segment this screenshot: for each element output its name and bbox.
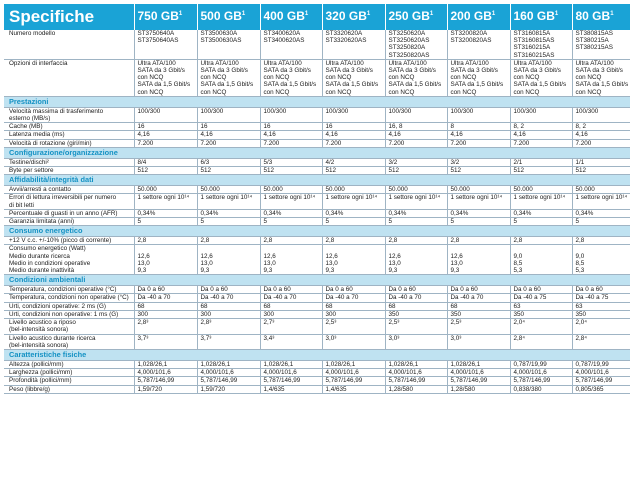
- spec-value: 1,4/635: [322, 385, 385, 393]
- spec-value: 0,787/19,99: [510, 360, 572, 368]
- spec-value: 2,5³: [322, 319, 385, 334]
- spec-value: Da 0 a 60: [510, 286, 572, 294]
- spec-value: 4,16: [447, 131, 510, 139]
- spec-value: 2,8: [260, 237, 322, 245]
- spec-value: 63: [510, 302, 572, 310]
- spec-value: 7.200: [510, 139, 572, 147]
- spec-value: 5,787/146,99: [260, 377, 322, 385]
- spec-value: 68: [322, 302, 385, 310]
- spec-value: 100/300: [447, 107, 510, 122]
- spec-value: 2,8: [197, 237, 260, 245]
- spec-value: 3/2: [447, 158, 510, 166]
- spec-row: [4, 131, 630, 139]
- spec-label: Velocità massima di trasferimento esterno (MB/s): [4, 107, 134, 122]
- spec-value: 0,805/365: [572, 385, 630, 393]
- spec-value: 2,8⁴: [572, 334, 630, 349]
- spec-value: 4,000/101,6: [260, 369, 322, 377]
- spec-value: 2,5³: [447, 319, 510, 334]
- spec-value: 350: [572, 310, 630, 318]
- spec-value: 2,0⁴: [572, 319, 630, 334]
- spec-row: [4, 245, 630, 275]
- spec-value: 50.000: [447, 186, 510, 194]
- spec-label: Avvii/arresti a contatto: [4, 186, 134, 194]
- spec-value: 1,28/580: [447, 385, 510, 393]
- spec-label: Byte per settore: [4, 167, 134, 175]
- spec-value: 5,787/146,99: [510, 377, 572, 385]
- spec-value: 4,000/101,6: [572, 369, 630, 377]
- spec-value: Ultra ATA/100 SATA da 3 Gbit/s con NCQ SATA da 1,5 Gbit/s con NCQ: [510, 59, 572, 96]
- spec-value: 1/1: [572, 158, 630, 166]
- spec-value: 4,16: [134, 131, 197, 139]
- spec-value: 6/3: [197, 158, 260, 166]
- spec-row: [4, 218, 630, 226]
- spec-value: 5: [385, 218, 447, 226]
- spec-value: 68: [385, 302, 447, 310]
- spec-row: [4, 237, 630, 245]
- spec-label: Temperatura, condizioni non operative (°C): [4, 294, 134, 302]
- spec-value: 1 settore ogni 10¹⁴: [385, 194, 447, 209]
- spec-value: 3,7³: [134, 334, 197, 349]
- spec-value: 2,8: [510, 237, 572, 245]
- spec-value: 512: [197, 167, 260, 175]
- spec-value: ST3320620A ST3320620AS: [322, 30, 385, 59]
- spec-row: [4, 139, 630, 147]
- spec-value: 68: [260, 302, 322, 310]
- spec-value: Ultra ATA/100 SATA da 3 Gbit/s con NCQ SATA da 1,5 Gbit/s con NCQ: [447, 59, 510, 96]
- spec-value: Ultra ATA/100 SATA da 3 Gbit/s con NCQ SATA da 1,5 Gbit/s con NCQ: [322, 59, 385, 96]
- spec-row: [4, 334, 630, 349]
- spec-value: 1,28/580: [385, 385, 447, 393]
- spec-value: 512: [322, 167, 385, 175]
- spec-row: [4, 302, 630, 310]
- spec-value: 0,34%: [134, 209, 197, 217]
- spec-value: 68: [447, 302, 510, 310]
- spec-value: 12,6 13,0 9,3: [197, 245, 260, 275]
- spec-value: 5: [322, 218, 385, 226]
- capacity-header: [260, 4, 322, 30]
- spec-label: Consumo energetico (Watt) Medio durante ricerca Medio in condizioni operative Medio durante inattività: [4, 245, 134, 275]
- spec-value: 350: [510, 310, 572, 318]
- spec-value: Ultra ATA/100 SATA da 3 Gbit/s con NCQ SATA da 1,5 Gbit/s con NCQ: [385, 59, 447, 96]
- page-title: Specifiche: [4, 4, 134, 30]
- spec-value: 7.200: [572, 139, 630, 147]
- spec-row: [4, 167, 630, 175]
- spec-value: 7.200: [385, 139, 447, 147]
- spec-label: Percentuale di guasti in un anno (AFR): [4, 209, 134, 217]
- section-header-row: [4, 226, 630, 237]
- spec-label: Garanzia limitata (anni): [4, 218, 134, 226]
- spec-value: 0,34%: [197, 209, 260, 217]
- spec-value: 300: [322, 310, 385, 318]
- spec-value: 3,4³: [260, 334, 322, 349]
- spec-value: Da -40 a 70: [134, 294, 197, 302]
- spec-value: 5: [447, 218, 510, 226]
- spec-row: [4, 319, 630, 334]
- spec-value: 2,8: [322, 237, 385, 245]
- spec-value: 4,000/101,6: [385, 369, 447, 377]
- capacity-label: 200 GB: [450, 9, 492, 24]
- spec-value: 2,8: [134, 237, 197, 245]
- spec-value: 5: [572, 218, 630, 226]
- spec-value: 0,787/19,99: [572, 360, 630, 368]
- spec-label: Altezza (pollici/mm): [4, 360, 134, 368]
- spec-value: ST3500630A ST3500630AS: [197, 30, 260, 59]
- capacity-header: [385, 4, 447, 30]
- spec-value: 12,6 13,0 9,3: [447, 245, 510, 275]
- spec-value: 100/300: [197, 107, 260, 122]
- spec-value: 4,16: [260, 131, 322, 139]
- spec-value: 1 settore ogni 10¹⁴: [322, 194, 385, 209]
- spec-value: 100/300: [260, 107, 322, 122]
- spec-row: [4, 194, 630, 209]
- spec-value: Da 0 a 60: [572, 286, 630, 294]
- spec-value: 0,34%: [260, 209, 322, 217]
- spec-value: 3,0³: [322, 334, 385, 349]
- spec-value: 5/3: [260, 158, 322, 166]
- spec-value: 4,16: [322, 131, 385, 139]
- spec-value: 1,028/26,1: [322, 360, 385, 368]
- capacity-label: 500 GB: [200, 9, 242, 24]
- spec-row: [4, 369, 630, 377]
- spec-value: Da -40 a 75: [510, 294, 572, 302]
- capacity-label: 750 GB: [137, 9, 179, 24]
- spec-value: 350: [447, 310, 510, 318]
- spec-value: 50.000: [572, 186, 630, 194]
- spec-value: 300: [197, 310, 260, 318]
- spec-value: 0,34%: [447, 209, 510, 217]
- spec-value: 100/300: [385, 107, 447, 122]
- capacity-header: [134, 4, 197, 30]
- spec-value: 4/2: [322, 158, 385, 166]
- capacity-header: [572, 4, 630, 30]
- spec-value: 300: [134, 310, 197, 318]
- spec-row: [4, 286, 630, 294]
- capacity-header: [447, 4, 510, 30]
- spec-label: Cache (MB): [4, 123, 134, 131]
- spec-value: Ultra ATA/100 SATA da 3 Gbit/s con NCQ SATA da 1,5 Gbit/s con NCQ: [197, 59, 260, 96]
- spec-value: 512: [260, 167, 322, 175]
- spec-value: 4,16: [385, 131, 447, 139]
- spec-value: 512: [510, 167, 572, 175]
- spec-value: 2,8³: [134, 319, 197, 334]
- spec-value: 8, 2: [510, 123, 572, 131]
- spec-label: Opzioni di interfaccia: [4, 59, 134, 96]
- spec-label: Livello acustico durante ricerca (bel-intensità sonora): [4, 334, 134, 349]
- spec-value: 50.000: [385, 186, 447, 194]
- spec-label: Profondità (pollici/mm): [4, 377, 134, 385]
- spec-value: 5: [260, 218, 322, 226]
- section-header-row: [4, 349, 630, 360]
- spec-value: ST380815AS ST380215A ST380215AS: [572, 30, 630, 59]
- spec-value: 1,59/720: [134, 385, 197, 393]
- spec-value: 5,787/146,99: [322, 377, 385, 385]
- capacity-note: 1: [491, 11, 496, 18]
- spec-value: Da 0 a 60: [134, 286, 197, 294]
- spec-value: 1,4/635: [260, 385, 322, 393]
- section-title: Consumo energetico: [4, 226, 630, 237]
- header-row: [4, 4, 630, 30]
- capacity-note: 1: [429, 11, 434, 18]
- spec-value: 1,028/26,1: [197, 360, 260, 368]
- spec-value: 16: [134, 123, 197, 131]
- spec-label: Urti, condizioni operative: 2 ms (G): [4, 302, 134, 310]
- spec-value: 16: [322, 123, 385, 131]
- spec-value: 3,0³: [385, 334, 447, 349]
- spec-row: [4, 294, 630, 302]
- spec-value: 2,8³: [197, 319, 260, 334]
- spec-value: 5: [134, 218, 197, 226]
- spec-value: 7.200: [322, 139, 385, 147]
- spec-value: ST3200820A ST3200820AS: [447, 30, 510, 59]
- spec-value: 1 settore ogni 10¹⁴: [447, 194, 510, 209]
- capacity-label: 250 GB: [388, 9, 430, 24]
- spec-value: Ultra ATA/100 SATA da 3 Gbit/s con NCQ SATA da 1,5 Gbit/s con NCQ: [134, 59, 197, 96]
- capacity-label: 80 GB: [575, 9, 611, 24]
- spec-row: [4, 123, 630, 131]
- spec-row: [4, 209, 630, 217]
- specs-table: [4, 4, 631, 394]
- spec-value: 0,34%: [510, 209, 572, 217]
- capacity-note: 1: [304, 11, 309, 18]
- spec-value: Da -40 a 70: [197, 294, 260, 302]
- spec-value: 4,000/101,6: [197, 369, 260, 377]
- spec-value: 8, 2: [572, 123, 630, 131]
- spec-label: Latenza media (ms): [4, 131, 134, 139]
- spec-label: Peso (libbre/g): [4, 385, 134, 393]
- section-header-row: [4, 275, 630, 286]
- spec-value: 8: [447, 123, 510, 131]
- spec-value: 1 settore ogni 10¹⁴: [134, 194, 197, 209]
- spec-label: Livello acustico a riposo (bel-intensità sonora): [4, 319, 134, 334]
- spec-value: 50.000: [260, 186, 322, 194]
- spec-value: 4,000/101,6: [510, 369, 572, 377]
- spec-value: Da 0 a 60: [322, 286, 385, 294]
- spec-value: 50.000: [134, 186, 197, 194]
- spec-value: 50.000: [197, 186, 260, 194]
- spec-value: 2,0⁴: [510, 319, 572, 334]
- spec-value: 4,000/101,6: [322, 369, 385, 377]
- spec-value: 2,8: [385, 237, 447, 245]
- spec-value: 512: [385, 167, 447, 175]
- spec-label: Temperatura, condizioni operative (°C): [4, 286, 134, 294]
- spec-value: 7.200: [260, 139, 322, 147]
- spec-value: 2,8: [447, 237, 510, 245]
- spec-value: 2,8: [572, 237, 630, 245]
- spec-value: 0,34%: [572, 209, 630, 217]
- spec-value: 3,7³: [197, 334, 260, 349]
- spec-value: 4,000/101,6: [447, 369, 510, 377]
- spec-row: [4, 30, 630, 59]
- spec-value: 16, 8: [385, 123, 447, 131]
- spec-value: 1 settore ogni 10¹⁴: [572, 194, 630, 209]
- spec-value: Da 0 a 60: [385, 286, 447, 294]
- spec-value: 5,787/146,99: [385, 377, 447, 385]
- spec-value: Da 0 a 60: [447, 286, 510, 294]
- spec-value: 0,838/380: [510, 385, 572, 393]
- spec-value: ST3750640A ST3750640AS: [134, 30, 197, 59]
- spec-value: 63: [572, 302, 630, 310]
- spec-value: Da -40 a 70: [447, 294, 510, 302]
- spec-value: 12,6 13,0 9,3: [385, 245, 447, 275]
- spec-row: [4, 59, 630, 96]
- specs-body: [4, 30, 630, 393]
- spec-row: [4, 360, 630, 368]
- spec-value: 1,028/26,1: [447, 360, 510, 368]
- spec-value: 0,34%: [322, 209, 385, 217]
- spec-value: 0,34%: [385, 209, 447, 217]
- spec-value: 100/300: [322, 107, 385, 122]
- spec-value: 3,0³: [447, 334, 510, 349]
- spec-value: 12,6 13,0 9,3: [322, 245, 385, 275]
- spec-value: 512: [447, 167, 510, 175]
- capacity-note: 1: [178, 11, 183, 18]
- spec-value: 50.000: [322, 186, 385, 194]
- spec-value: 2,8⁴: [510, 334, 572, 349]
- capacity-note: 1: [366, 11, 371, 18]
- spec-value: 4,000/101,6: [134, 369, 197, 377]
- capacity-header: [322, 4, 385, 30]
- spec-value: 5,787/146,99: [447, 377, 510, 385]
- spec-value: Ultra ATA/100 SATA da 3 Gbit/s con NCQ SATA da 1,5 Gbit/s con NCQ: [572, 59, 630, 96]
- section-header-row: [4, 175, 630, 186]
- spec-value: 12,6 13,0 9,3: [134, 245, 197, 275]
- section-title: Configurazione/organizzazione: [4, 147, 630, 158]
- capacity-header: [197, 4, 260, 30]
- spec-value: 7.200: [447, 139, 510, 147]
- spec-value: Da -40 a 70: [385, 294, 447, 302]
- spec-row: [4, 310, 630, 318]
- spec-value: 5,787/146,99: [134, 377, 197, 385]
- section-title: Prestazioni: [4, 96, 630, 107]
- spec-row: [4, 186, 630, 194]
- spec-row: [4, 385, 630, 393]
- section-header-row: [4, 96, 630, 107]
- spec-value: ST3160815A ST3160815AS ST3160215A ST3160215AS: [510, 30, 572, 59]
- capacity-label: 400 GB: [263, 9, 305, 24]
- spec-label: Larghezza (pollici/mm): [4, 369, 134, 377]
- spec-value: Ultra ATA/100 SATA da 3 Gbit/s con NCQ SATA da 1,5 Gbit/s con NCQ: [260, 59, 322, 96]
- spec-row: [4, 377, 630, 385]
- spec-value: 4,16: [572, 131, 630, 139]
- capacity-label: 320 GB: [325, 9, 367, 24]
- spec-value: 4,16: [510, 131, 572, 139]
- spec-value: 5,787/146,99: [197, 377, 260, 385]
- spec-label: Numero modello: [4, 30, 134, 59]
- spec-value: 12,6 13,0 9,3: [260, 245, 322, 275]
- spec-label: Velocità di rotazione (giri/min): [4, 139, 134, 147]
- spec-value: Da -40 a 75: [572, 294, 630, 302]
- spec-value: 1 settore ogni 10¹⁴: [260, 194, 322, 209]
- spec-value: 1 settore ogni 10¹⁴: [197, 194, 260, 209]
- spec-value: 16: [197, 123, 260, 131]
- spec-value: Da 0 a 60: [197, 286, 260, 294]
- spec-value: 1,59/720: [197, 385, 260, 393]
- spec-value: 7.200: [197, 139, 260, 147]
- spec-value: 8/4: [134, 158, 197, 166]
- spec-value: 9,0 8,5 5,3: [572, 245, 630, 275]
- spec-label: Testine/dischi²: [4, 158, 134, 166]
- spec-value: ST3250620A ST3250620AS ST3250820A ST3250820AS: [385, 30, 447, 59]
- capacity-note: 1: [554, 11, 559, 18]
- spec-value: 2,5³: [385, 319, 447, 334]
- spec-value: 4,16: [197, 131, 260, 139]
- section-title: Affidabilità/integrità dati: [4, 175, 630, 186]
- capacity-note: 1: [610, 11, 614, 18]
- spec-value: 1 settore ogni 10¹⁴: [510, 194, 572, 209]
- spec-value: 1,028/26,1: [385, 360, 447, 368]
- spec-value: ST3400620A ST3400620AS: [260, 30, 322, 59]
- spec-row: [4, 107, 630, 122]
- spec-value: 5: [510, 218, 572, 226]
- capacity-header: [510, 4, 572, 30]
- spec-value: 5,787/146,99: [572, 377, 630, 385]
- spec-row: [4, 158, 630, 166]
- spec-value: 512: [134, 167, 197, 175]
- spec-value: 2,7³: [260, 319, 322, 334]
- spec-value: 68: [134, 302, 197, 310]
- spec-value: Da -40 a 70: [322, 294, 385, 302]
- spec-value: 50.000: [510, 186, 572, 194]
- spec-value: 300: [260, 310, 322, 318]
- spec-value: 5: [197, 218, 260, 226]
- spec-value: 100/300: [134, 107, 197, 122]
- capacity-label: 160 GB: [513, 9, 555, 24]
- spec-value: 350: [385, 310, 447, 318]
- spec-value: 7.200: [134, 139, 197, 147]
- spec-value: 1,028/26,1: [134, 360, 197, 368]
- spec-label: Errori di lettura irreversibili per numero di bit letti: [4, 194, 134, 209]
- section-title: Caratteristiche fisiche: [4, 349, 630, 360]
- spec-value: 68: [197, 302, 260, 310]
- spec-value: 16: [260, 123, 322, 131]
- spec-value: 3/2: [385, 158, 447, 166]
- spec-value: 100/300: [572, 107, 630, 122]
- section-title: Condizioni ambientali: [4, 275, 630, 286]
- spec-value: 100/300: [510, 107, 572, 122]
- spec-value: 2/1: [510, 158, 572, 166]
- capacity-note: 1: [241, 11, 246, 18]
- spec-label: +12 V c.c. +/-10% (picco di corrente): [4, 237, 134, 245]
- spec-value: 1,028/26,1: [260, 360, 322, 368]
- spec-value: Da -40 a 70: [260, 294, 322, 302]
- spec-label: Urti, condizioni non operative: 1 ms (G): [4, 310, 134, 318]
- spec-value: Da 0 a 60: [260, 286, 322, 294]
- spec-value: 9,0 8,5 5,3: [510, 245, 572, 275]
- spec-value: 512: [572, 167, 630, 175]
- section-header-row: [4, 147, 630, 158]
